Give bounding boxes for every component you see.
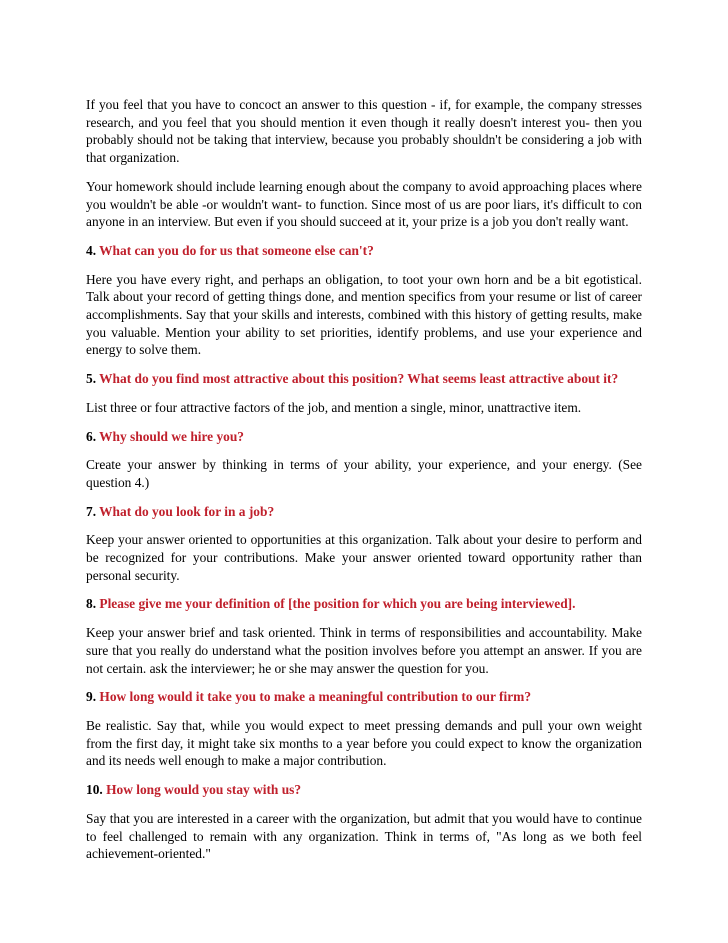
question-number: 7. (86, 503, 97, 519)
question-number: 9. (86, 689, 97, 705)
paragraph: Keep your answer oriented to opportunities at this organization. Talk about your desire to perform and be recognized for your contributions. Make your answer oriented toward opportunity rather than personal security. (86, 532, 642, 583)
question-number: 8. (86, 596, 97, 612)
question-heading (86, 503, 642, 521)
question-number: 5. (86, 371, 97, 387)
question-number: 4. (86, 242, 97, 258)
question-text: How long would you stay with us? (106, 782, 302, 798)
paragraph: Keep your answer brief and task oriented. Think in terms of responsibilities and accountability. Make sure that you really do understand what the position involves before you attempt an answer. If you are not certain. ask the interviewer; he or she may answer the question for you. (86, 625, 642, 676)
paragraph: Be realistic. Say that, while you would expect to meet pressing demands and pull your own weight from the first day, it might take six months to a year before you could expect to know the organization and its needs well enough to make a major contribution. (86, 717, 642, 769)
paragraph: Say that you are interested in a career with the organization, but admit that you would have to continue to feel challenged to remain with any organization. Think in terms of, "As long as we both feel achievement-oriented." (86, 810, 642, 862)
question-heading (86, 595, 642, 613)
paragraph: Your homework should include learning enough about the company to avoid approaching places where you wouldn't be able -or wouldn't want- to function. Since most of us are poor liars, it's difficult to con anyone in an interview. But even if you should succeed at it, your prize is a job you don't really want. (86, 178, 642, 230)
question-text: Please give me your definition of [the position for which you are being interviewed]. (99, 596, 576, 612)
question-heading (86, 370, 642, 388)
question-text: Why should we hire you? (99, 428, 245, 444)
paragraph: If you feel that you have to concoct an answer to this question - if, for example, the company stresses research, and you feel that you should mention it even though it really doesn't interest you- then you probably should not be taking that interview, because you probably shouldn't be considering a job with that organization. (86, 97, 642, 166)
question-text: What do you look for in a job? (99, 503, 275, 519)
question-text: How long would it take you to make a meaningful contribution to our firm? (99, 689, 532, 705)
question-heading (86, 242, 642, 260)
question-text: What do you find most attractive about this position? What seems least attractive about it? (99, 371, 619, 387)
paragraph: Here you have every right, and perhaps an obligation, to toot your own horn and be a bit egotistical. Talk about your record of getting things done, and mention specifics from your resume or list of career accomplishments. Say that your skills and interests, combined with this history of getting results, make you valuable. Mention your ability to set priorities, identify problems, and use your experience and energy to solve them. (86, 271, 642, 358)
question-heading (86, 688, 642, 706)
paragraph: List three or four attractive factors of the job, and mention a single, minor, unattractive item. (86, 399, 582, 415)
document-page (86, 96, 642, 874)
question-text: What can you do for us that someone else can't? (99, 242, 374, 258)
question-number: 10. (86, 782, 103, 798)
question-heading (86, 428, 642, 446)
paragraph: Create your answer by thinking in terms of your ability, your experience, and your energy. (See question 4.) (86, 457, 642, 490)
question-number: 6. (86, 428, 97, 444)
question-heading (86, 781, 642, 799)
